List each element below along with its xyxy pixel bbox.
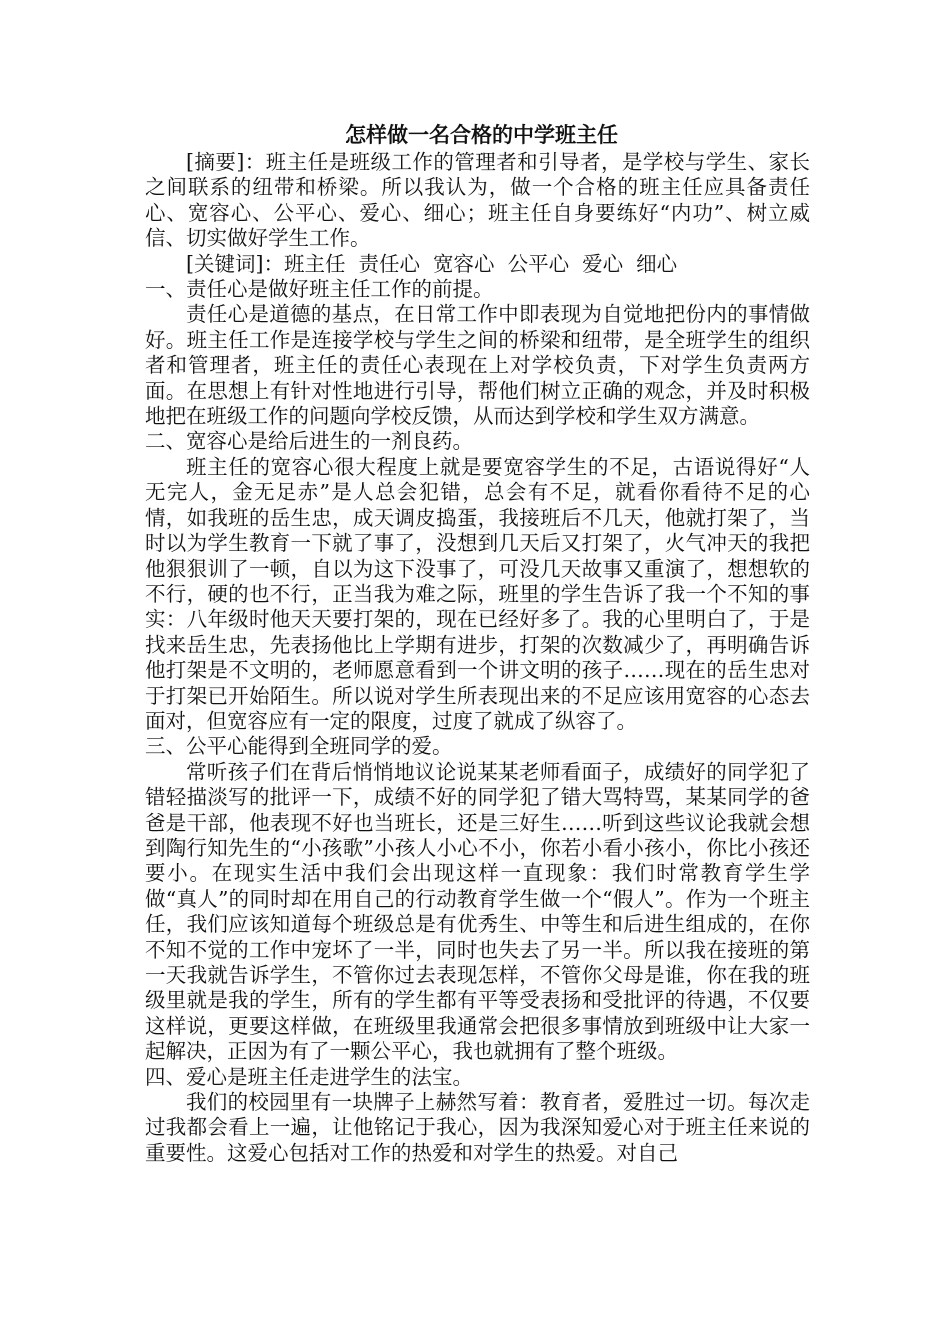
section-heading: 一、责任心是做好班主任工作的前提。 [145, 277, 494, 302]
section-4 [145, 1065, 810, 1167]
section-1 [145, 277, 810, 429]
section-body: 我们的校园里有一块牌子上赫然写着：教育者，爱胜过一切。每次走过我都会看上一遍，让他铭记于我心，因为我深知爱心对于班主任来说的重要性。这爱心包括对工作的热爱和对学生的热爱。对自己 [145, 1090, 810, 1165]
abstract-paragraph: [摘要]：班主任是班级工作的管理者和引导者，是学校与学生、家长之间联系的纽带和桥梁。所以我认为，做一个合格的班主任应具备责任心、宽容心、公平心、爱心、细心；班主任自身要练好“内功”、树立威信、切实做好学生工作。 [145, 150, 810, 251]
section-body: 班主任的宽容心很大程度上就是要宽容学生的不足，古语说得好“人无完人，金无足赤”是人总会犯错，总会有不足，就看你看待不足的心情，如我班的岳生忠，成天调皮捣蛋，我接班后不几天，他就打架了，当时以为学生教育一下就了事了，没想到几天后又打架了，火气冲天的我把他狠狠训了一顿，自以为这下没事了，可没几天故事又重演了，想想软的不行，硬的也不行，正当我为难之际，班里的学生告诉了我一个不知的事实：八年级时他天天要打架的，现在已经好多了。我的心里明白了，于是找来岳生忠，先表扬他比上学期有进步，打架的次数减少了，再明确告诉他打架是不文明的，老师愿意看到一个讲文明的孩子……现在的岳生忠对于打架已开始陌生。所以说对学生所表现出来的不足应该用宽容的心态去面对，但宽容应有一定的限度，过度了就成了纵容了。 [145, 454, 810, 733]
section-heading: 四、爱心是班主任走进学生的法宝。 [145, 1064, 473, 1089]
section-2 [145, 429, 810, 734]
section-body: 常听孩子们在背后悄悄地议论说某某老师看面子，成绩好的同学犯了错轻描淡写的批评一下，成绩不好的同学犯了错大骂特骂，某某同学的爸爸是干部，他表现不好也当班长，还是三好生……听到这些议论我就会想到陶行知先生的“小孩歌”小孩人小心不小，你若小看小孩小，你比小孩还要小。在现实生活中我们会出现这样一直现象：我们时常教育学生学做“真人”的同时却在用自己的行动教育学生做一个“假人”。作为一个班主任，我们应该知道每个班级总是有优秀生、中等生和后进生组成的，在你不知不觉的工作中宠坏了一半，同时也失去了另一半。所以我在接班的第一天我就告诉学生，不管你过去表现怎样，不管你父母是谁，你在我的班级里就是我的学生，所有的学生都有平等受表扬和受批评的待遇，不仅要这样说，更要这样做，在班级里我通常会把很多事情放到班级中让大家一起解决，正因为有了一颗公平心，我也就拥有了整个班级。 [145, 759, 810, 1064]
section-3 [145, 734, 810, 1064]
section-heading: 三、公平心能得到全班同学的爱。 [145, 734, 453, 759]
document-title: 怎样做一名合格的中学班主任 [345, 122, 618, 147]
keywords-line: [关键词]：班主任 责任心 宽容心 公平心 爱心 细心 [186, 251, 678, 276]
section-body: 责任心是道德的基点，在日常工作中即表现为自觉地把份内的事情做好。班主任工作是连接学校与学生之间的桥梁和纽带，是全班学生的组织者和管理者，班主任的责任心表现在上对学校负责，下对学生负责两方面。在思想上有针对性地进行引导，帮他们树立正确的观念，并及时积极地把在班级工作的问题向学校反馈，从而达到学校和学生双方满意。 [145, 302, 810, 429]
section-heading: 二、宽容心是给后进生的一剂良药。 [145, 429, 473, 454]
document-page [145, 120, 810, 1166]
